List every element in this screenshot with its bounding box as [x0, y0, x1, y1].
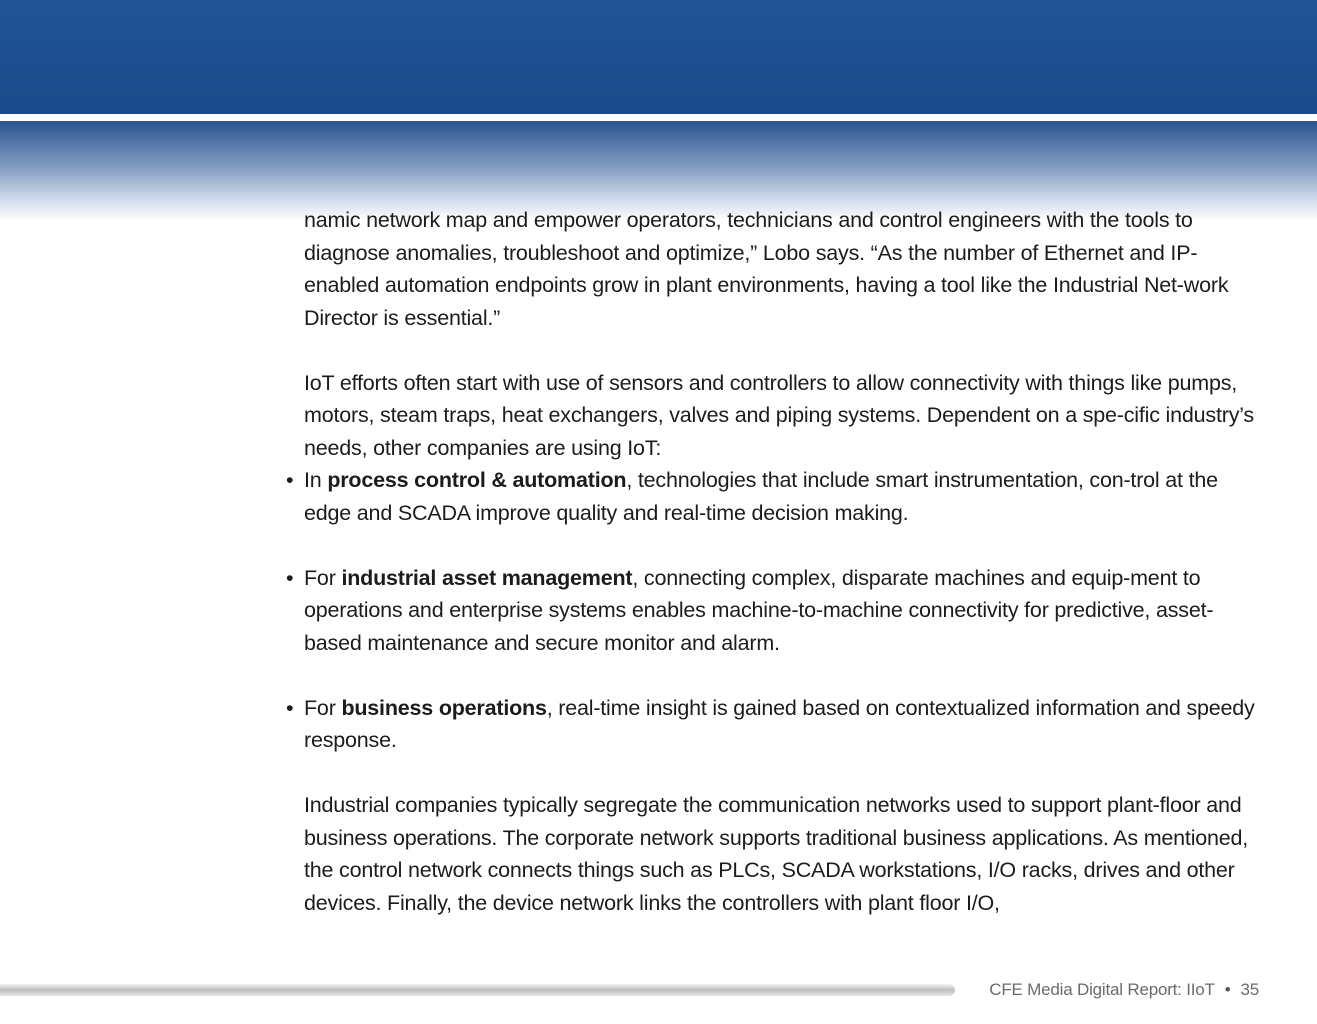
bullet-heading: process control & automation	[327, 468, 627, 492]
bullet-item: • For industrial asset management, connecting complex, disparate machines and equip-ment to operations and enterprise systems enables machine-to-machine connectivity for predictive, asset-based maintenance and secure monitor and alarm.	[304, 562, 1264, 660]
bullet-item: • For business operations, real-time insight is gained based on contextualized information and speedy response.	[304, 692, 1264, 757]
bullet-heading: industrial asset management	[341, 565, 633, 590]
bullet-heading: business operations	[341, 695, 547, 720]
footer	[989, 980, 1259, 1000]
bullet-icon: •	[286, 695, 294, 720]
bullet-icon: •	[286, 468, 294, 492]
paragraph-3: Industrial companies typically segregate the communication networks used to support plant-floor and business operations. The corporate network supports traditional business applications. As mentioned, the control network connects things such as PLCs, SCADA workstations, I/O racks, drives and other devices. Finally, the device network links the controllers with plant floor I/O,	[304, 793, 1249, 915]
footer-rule	[0, 984, 955, 996]
page-number: 35	[1240, 980, 1259, 999]
paragraph-1: namic network map and empower operators, technicians and control engineers with the tools to diagnose anomalies, troubleshoot and optimize,” Lobo says. “As the number of Ethernet and IP-enabled automation endpoints grow in plant environments, having a tool like the Industrial Net-work Director is essential.”	[304, 208, 1229, 330]
footer-separator: •	[1224, 980, 1231, 999]
header-band	[0, 0, 1317, 114]
article-body	[286, 204, 1264, 919]
header-divider	[0, 114, 1317, 121]
bullet-icon: •	[286, 565, 294, 590]
paragraph-2: IoT efforts often start with use of sensors and controllers to allow connectivity with things like pumps, motors, steam traps, heat exchangers, valves and piping systems. Dependent on a spe-cific industry’s needs, other companies are using IoT:	[304, 370, 1254, 460]
bullet-item: • In process control & automation, technologies that include smart instrumentation, con-trol at the edge and SCADA improve quality and real-time decision making.	[304, 464, 1264, 529]
footer-title: CFE Media Digital Report: IIoT	[989, 980, 1215, 999]
